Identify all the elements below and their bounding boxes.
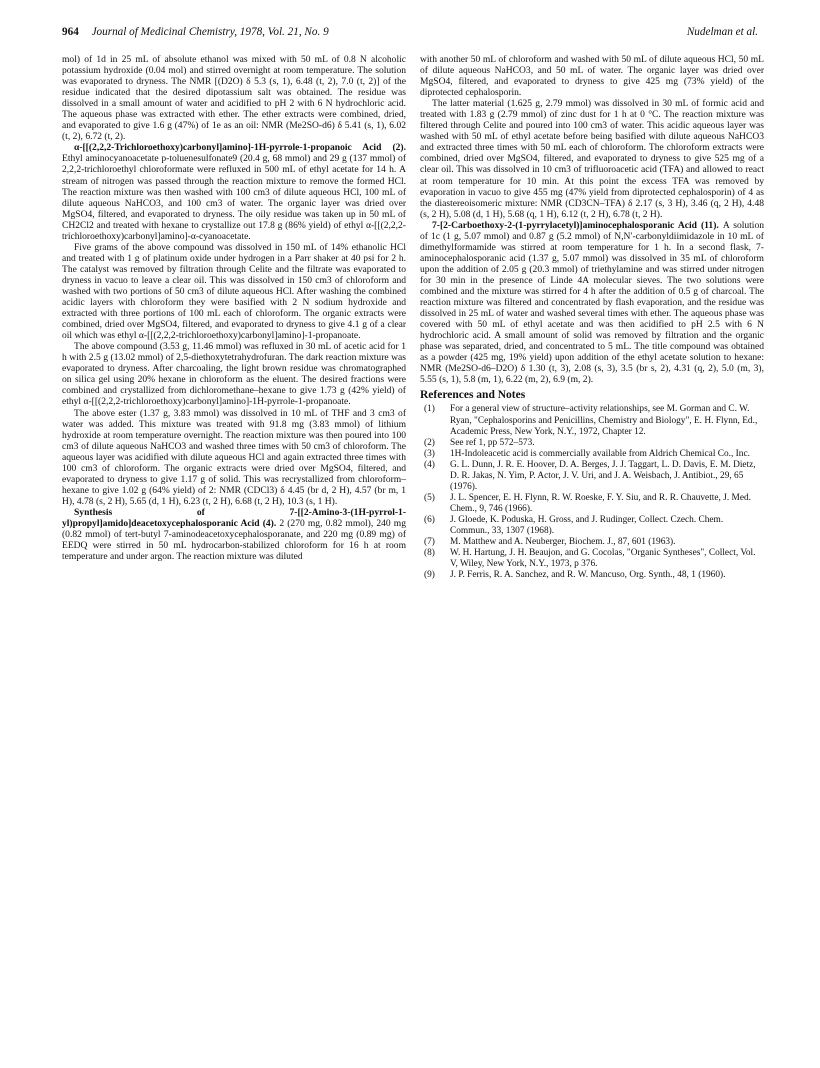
- paragraph: [62, 142, 406, 241]
- paragraph: [62, 408, 406, 507]
- paragraph-text: The above ester (1.37 g, 3.83 mmol) was dissolved in 10 mL of THF and 3 cm3 of water was added. This mixture was treated with 91.8 mg (3.83 mmol) of lithium hydroxide at room temperature overnight. The reaction mixture was then poured into 100 cm3 of dilute aqueous NaHCO3 and washed three times with 50 cm3 of chloroform. The aqueous layer was acidified with dilute aqueous HCl and again extracted three times with 100 cm3 of chloroform. The organic extracts were dried over MgSO4, filtered, and evaporated to dryness to give 1.17 g of solid. This was recrystallized from chloroform–hexane to give 1.02 g (64% yield) of 2: NMR (CDCl3) δ 4.45 (br d, 2 H), 4.57 (br m, 1 H), 4.78 (s, 2 H), 5.65 (d, 1 H), 6.23 (t, 2 H), 6.68 (t, 2 H), 10.3 (s, 1 H).: [62, 407, 406, 507]
- reference-text: 1H-Indoleacetic acid is commercially available from Aldrich Chemical Co., Inc.: [450, 448, 750, 459]
- reference-number: (6): [424, 514, 435, 525]
- paragraph: [62, 242, 406, 341]
- reference-number: (3): [424, 448, 435, 459]
- reference-number: (8): [424, 548, 435, 559]
- page-number: 964: [62, 26, 79, 38]
- right-column: [420, 54, 764, 581]
- running-authors: Nudelman et al.: [686, 26, 758, 38]
- paragraph-text: A solution of 1c (1 g, 5.07 mmol) and 0.87 g (5.2 mmol) of N,N′-carbonyldiimidazole in 10 mL of dimethylformamide was stirred at room temperature for 1 h. In a second flask, 7-aminocephalosporanic acid (1.37 g, 5.07 mmol) was dissolved in 35 mL of chloroform upon the addition of 2.05 g (20.3 mmol) of triethylamine and was stirred under nitrogen for 30 min in the presence of Linde 4A molecular sieves. The two solutions were combined and the mixture was stirred for 4 h after the addition of 0.5 g of charcoal. The reaction mixture was filtered and concentrated by flash evaporation, and the residue was dissolved in 25 mL of water and washed several times with ether. The aqueous phase was covered with 50 mL of ethyl acetate and was then acidified to pH 2.5 with 6 N hydrochloric acid. A small amount of solid was removed by filtration and the organic phase was separated, dried, and concentrated to 5 mL. The title compound was obtained as a powder (425 mg, 19% yield) upon addition of the ethyl acetate solution to hexane: NMR (Me2SO-d6–D2O) δ 1.30 (t, 3), 2.08 (s, 3), 3.5 (br s, 2), 4.31 (q, 2), 5.0 (m, 3), 5.55 (s, 1), 5.8 (m, 1), 6.22 (m, 2), 6.9 (m, 2).: [420, 219, 764, 386]
- paragraph-heading: 7-[2-Carboethoxy-2-(1-pyrrylacetyl)]aminocephalosporanic Acid (11).: [432, 219, 723, 231]
- reference-number: (5): [424, 492, 435, 503]
- reference-text: For a general view of structure–activity relationships, see M. Gorman and C. W. Ryan, "Cephalosporins and Penicillins, Chemistry and Biology", E. H. Flynn, Ed., Academic Press, New York, N.Y., 1972, Chapter 12.: [450, 404, 758, 437]
- reference-text: M. Matthew and A. Neuberger, Biochem. J., 87, 601 (1963).: [450, 537, 676, 548]
- paragraph-text: 2 (270 mg, 0.82 mmol), 240 mg (0.82 mmol) of tert-butyl 7-aminodeacetoxycephalosporanate, and 220 mg (0.89 mg) of EEDQ were stirred in 50 mL hydrocarbon-stabilized chloroform for 16 h at room temperature and under argon. The reaction mixture was diluted: [62, 517, 407, 563]
- reference-text: J. Gloede, K. Poduska, H. Gross, and J. Rudinger, Collect. Czech. Chem. Commun., 33, 1307 (1968).: [450, 514, 724, 536]
- reference-text: W. H. Hartung, J. H. Beaujon, and G. Cocolas, "Organic Syntheses", Collect, Vol. V, Wiley, New York, N.Y., 1973, p 376.: [450, 548, 756, 570]
- paragraph: [62, 507, 406, 562]
- paragraph-text: The latter material (1.625 g, 2.79 mmol) was dissolved in 30 mL of formic acid and treated with 1.83 g (2.79 mmol) of zinc dust for 1 h at 0 °C. The reaction mixture was filtered through Celite and poured into 100 cm3 of water. This acidic aqueous layer was washed with 50 mL of ethyl acetate before being basified with dilute aqueous NaHCO3 and extracted three times with 50 mL each of chloroform. The chloroform extracts were combined, dried over MgSO4, filtered, and evaporated to dryness to give 525 mg of a clear oil. This was dissolved in 10 cm3 of trifluoroacetic acid (TFA) and allowed to react at room temperature for 10 min. At this point the excess TFA was removed by evaporation in vacuo to give 455 mg (47% yield from diprotected cephalosporin) of 4 as the diastereoisomeric mixture: NMR (CD3CN–TFA) δ 2.17 (s, 3 H), 3.46 (q, 2 H), 4.48 (s, 2 H), 5.08 (d, 1 H), 5.68 (q, 1 H), 6.12 (t, 2 H), 6.78 (t, 2 H).: [420, 98, 764, 220]
- reference-number: (7): [424, 537, 435, 548]
- reference-item: [420, 460, 764, 493]
- paragraph-heading: Synthesis of 7-[[2-Amino-3-(1H-pyrrol-1-yl)propyl]amido]deacetoxycephalosporanic Acid (4).: [62, 506, 406, 529]
- reference-item: [420, 449, 764, 460]
- reference-text: See ref 1, pp 572–573.: [450, 437, 535, 448]
- reference-number: (2): [424, 437, 435, 448]
- reference-item: [420, 404, 764, 437]
- paragraph: [420, 54, 764, 98]
- paragraph-text: Ethyl aminocyanoacetate p-toluenesulfonate9 (20.4 g, 68 mmol) and 29 g (137 mmol) of 2,2,2-trichloroethyl chloroformate were refluxed in 500 mL of ethyl acetate for 14 h. A stream of nitrogen was passed through the reaction mixture to remove the formed HCl. The reaction mixture was then washed with 100 cm3 of dilute aqueous HCl, 100 mL of dilute aqueous NaHCO3, and 100 cm3 of water. The organic layer was dried over MgSO4, filtered, and evaporated to dryness. The oily residue was taken up in 50 mL of CH2Cl2 and treated with hexane to crystallize out 17.8 g (86% yield) of ethyl α-[[(2,2,2-trichloroethoxy)carbonyl]amino]-α-cyanoacetate.: [62, 153, 406, 242]
- paragraph-text: with another 50 mL of chloroform and washed with 50 mL of dilute aqueous HCl, 50 mL of dilute aqueous NaHCO3, and 50 mL of water. The organic layer was dried over MgSO4, filtered, and evaporated to dryness to give 425 mg (73% yield) of the diprotected cephalosporin.: [420, 54, 764, 99]
- paragraph: [62, 341, 406, 407]
- journal-citation: Journal of Medicinal Chemistry, 1978, Vol. 21, No. 9: [91, 26, 329, 38]
- reference-item: [420, 537, 764, 548]
- reference-number: (9): [424, 570, 435, 581]
- reference-text: G. L. Dunn, J. R. E. Hoover, D. A. Berges, J. J. Taggart, L. D. Davis, E. M. Dietz, D. R. Jakas, N. Yim, P. Actor, J. V. Uri, and J. A. Weisbach, J. Antibiot., 29, 65 (1976).: [450, 459, 756, 492]
- paragraph-text: Five grams of the above compound was dissolved in 150 mL of 14% ethanolic HCl and treated with 1 g of platinum oxide under hydrogen in a Parr shaker at 40 psi for 2 h. The catalyst was removed by filtration through Celite and the filtrate was evaporated to dryness in vacuo to leave a clear oil. This was dissolved in 150 cm3 of chloroform and washed with two portions of 50 cm3 of dilute aqueous HCl. After washing the combined acidic layers with chloroform they were basified with 2 N sodium hydroxide and extracted with three portions of 100 mL each of chloroform. The organic extracts were combined, dried over MgSO4, filtered, and evaporated to dryness to give 4.1 g of a clear oil which was ethyl α-[[(2,2,2-trichloroethoxy)carbonyl]amino]-1-propanoate.: [62, 241, 406, 342]
- references-heading: References and Notes: [420, 389, 526, 402]
- paragraph: [62, 54, 406, 142]
- running-header: [62, 26, 758, 44]
- reference-item: [420, 548, 764, 570]
- reference-item: [420, 570, 764, 581]
- reference-number: (4): [424, 459, 435, 470]
- reference-number: (1): [424, 404, 435, 415]
- reference-list: [420, 404, 764, 581]
- reference-text: J. P. Ferris, R. A. Sanchez, and R. W. Mancuso, Org. Synth., 48, 1 (1960).: [450, 570, 726, 581]
- paragraph: [420, 98, 764, 220]
- paragraph-heading: α-[[(2,2,2-Trichloroethoxy)carbonyl]amino]-1H-pyrrole-1-propanoic Acid (2).: [74, 142, 406, 154]
- paragraph-text: The above compound (3.53 g, 11.46 mmol) was refluxed in 30 mL of acetic acid for 1 h with 2.5 g (13.02 mmol) of 2,5-diethoxytetrahydrofuran. The dark reaction mixture was evaporated to dryness. After charcoaling, the light brown residue was chromatographed on silica gel using 20% hexane in chloroform as the eluent. The desired fractions were combined and crystallized from dichloromethane–hexane to give 1.73 g (42% yield) of ethyl α-[[(2,2,2-trichloroethoxy)carbonyl]amino]-1H-pyrrole-1-propanoate.: [62, 341, 406, 408]
- reference-item: [420, 515, 764, 537]
- reference-text: J. L. Spencer, E. H. Flynn, R. W. Roeske, F. Y. Siu, and R. R. Chauvette, J. Med. Chem., 9, 746 (1966).: [450, 492, 751, 514]
- paragraph-text: mol) of 1d in 25 mL of absolute ethanol was mixed with 50 mL of 0.8 N alcoholic potassium hydroxide (0.04 mol) and stirred overnight at room temperature. The solution was evaporated to dryness. The NMR [(D2O) δ 5.3 (s, 1), 6.48 (t, 2), 7.0 (t, 2)] of the residue indicated that the desired dipotassium salt was obtained. The residue was dissolved in a small amount of water and acidified to pH 2 with 6 N hydrochloric acid. The aqueous phase was extracted with ether. The ether extracts were combined, dried, and evaporated to give 1.6 g (47%) of 1e as an oil: NMR (Me2SO-d6) δ 5.41 (s, 1), 6.02 (t, 2), 6.72 (t, 2).: [62, 54, 406, 143]
- left-column: [62, 54, 406, 562]
- reference-item: [420, 438, 764, 449]
- paragraph: [420, 220, 764, 386]
- reference-item: [420, 493, 764, 515]
